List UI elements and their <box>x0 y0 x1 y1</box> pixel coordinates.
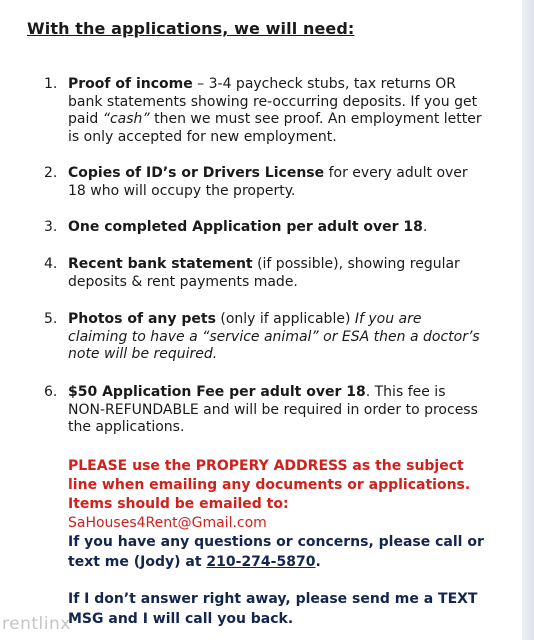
phone-number: 210-274-5870 <box>206 553 316 570</box>
item-text: . This fee is NON-REFUNDABLE and will be required in order to process the applications. <box>68 384 478 435</box>
item-emphasis: If you are claiming to have a “service animal” or ESA then a doctor’s note will be required. <box>68 311 480 362</box>
page-title: With the applications, we will need: <box>27 19 355 38</box>
item-heading: Photos of any pets <box>68 311 216 327</box>
list-number: 5. <box>44 311 58 327</box>
item-heading: Recent bank statement <box>68 256 253 272</box>
item-emphasis: “cash” <box>102 111 150 127</box>
list-number: 1. <box>44 76 58 92</box>
item-heading: Proof of income <box>68 76 193 92</box>
email-instructions <box>68 457 488 533</box>
list-item-text <box>68 384 484 437</box>
list-item-text <box>68 165 484 200</box>
item-text: (if possible), showing regular deposits & rent payments made. <box>68 256 460 290</box>
item-heading: One completed Application per adult over 18 <box>68 219 423 235</box>
email-instructions-text: PLEASE use the PROPERY ADDRESS as the subject line when emailing any documents or applications. Items should be emailed to: <box>68 458 471 512</box>
item-text: (only if applicable) <box>215 311 355 327</box>
page-edge-shadow <box>522 0 534 640</box>
list-item-text <box>68 311 484 364</box>
rentlinx-watermark: rentlinx <box>2 614 71 634</box>
list-number: 4. <box>44 256 58 272</box>
item-heading: $50 Application Fee per adult over 18 <box>68 384 366 400</box>
item-text: – 3-4 paycheck stubs, tax returns OR bank statements showing re-occurring deposits. If you get paid <box>68 76 478 127</box>
email-address: SaHouses4Rent@Gmail.com <box>68 515 267 531</box>
contact-text: If you have any questions or concerns, please call or text me (Jody) at <box>68 534 484 570</box>
item-text: for every adult over 18 who will occupy the property. <box>68 165 468 199</box>
list-item-application-fee <box>44 384 484 437</box>
list-item-text <box>68 219 484 237</box>
list-item-pet-photos <box>44 311 484 364</box>
list-item-text <box>68 256 484 291</box>
list-item-application <box>44 219 484 237</box>
contact-text-end: . <box>315 553 321 570</box>
list-item-text <box>68 76 484 146</box>
list-item-id-copies <box>44 165 484 200</box>
list-item-bank-statement <box>44 256 484 291</box>
list-number: 3. <box>44 219 58 235</box>
item-text: . <box>422 219 428 235</box>
item-text: then we must see proof. An employment letter is only accepted for new employment. <box>68 111 482 145</box>
list-number: 2. <box>44 165 58 181</box>
item-heading: Copies of ID’s or Drivers License <box>68 165 325 181</box>
list-number: 6. <box>44 384 58 400</box>
list-item-proof-of-income <box>44 76 484 146</box>
contact-info <box>68 533 498 572</box>
text-message-note: If I don’t answer right away, please send me a TEXT MSG and I will call you back. <box>68 591 478 627</box>
